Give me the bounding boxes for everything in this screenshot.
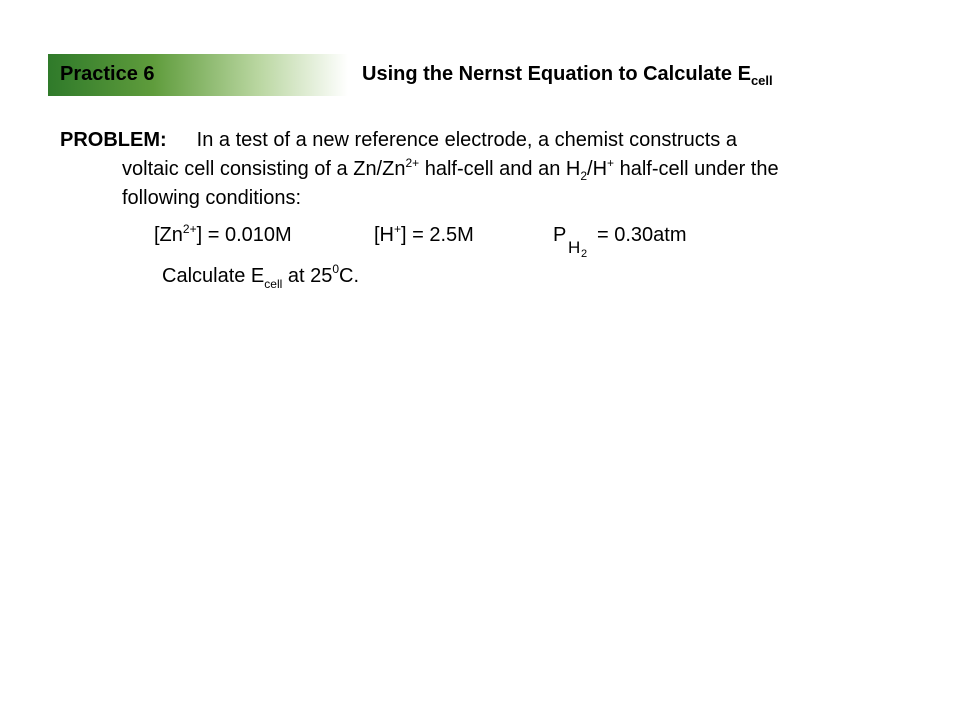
problem-line-3: following conditions:	[122, 187, 301, 209]
question-b: at 25	[282, 265, 333, 287]
problem-line-2	[60, 155, 920, 184]
problem-label: PROBLEM:	[60, 129, 167, 151]
zn-conc-value: ] = 0.010M	[196, 224, 292, 246]
problem-line-1	[60, 126, 920, 155]
h-conc-a: [H	[374, 224, 394, 246]
practice-label: Practice 6	[60, 63, 155, 85]
title-subscript: cell	[750, 73, 773, 88]
zn-conc-a: [Zn	[154, 224, 183, 246]
h-charge: +	[607, 156, 615, 170]
question-a: Calculate E	[162, 265, 265, 287]
problem-text-2d: half-cell under the	[614, 158, 779, 180]
degree-superscript: 0	[332, 262, 340, 276]
pressure-h: H	[568, 238, 581, 257]
zn-conc-charge: 2+	[182, 222, 197, 236]
title-main: Using the Nernst Equation to Calculate E	[362, 63, 751, 85]
pressure-h-subscript: 2	[581, 248, 588, 260]
zn-charge: 2+	[405, 156, 420, 170]
problem-text-2a: voltaic cell consisting of a Zn/Zn	[122, 158, 406, 180]
h-conc-value: ] = 2.5M	[401, 224, 474, 246]
h2-subscript: 2	[580, 169, 588, 183]
question-text	[162, 262, 360, 291]
problem-text-1: In a test of a new reference electrode, a chemist constructs a	[196, 129, 737, 151]
h-concentration	[374, 224, 474, 247]
problem-text-2b: half-cell and an H	[419, 158, 581, 180]
problem-statement	[60, 126, 920, 213]
question-c: C.	[339, 265, 360, 287]
pressure-symbol: P	[553, 224, 567, 246]
problem-text-2c: /H	[587, 158, 608, 180]
h-conc-charge: +	[394, 222, 402, 236]
question-subscript: cell	[264, 277, 283, 291]
slide-title	[362, 63, 773, 86]
h2-pressure	[553, 224, 687, 260]
zn-concentration	[154, 224, 292, 247]
pressure-value: = 0.30atm	[597, 224, 687, 246]
